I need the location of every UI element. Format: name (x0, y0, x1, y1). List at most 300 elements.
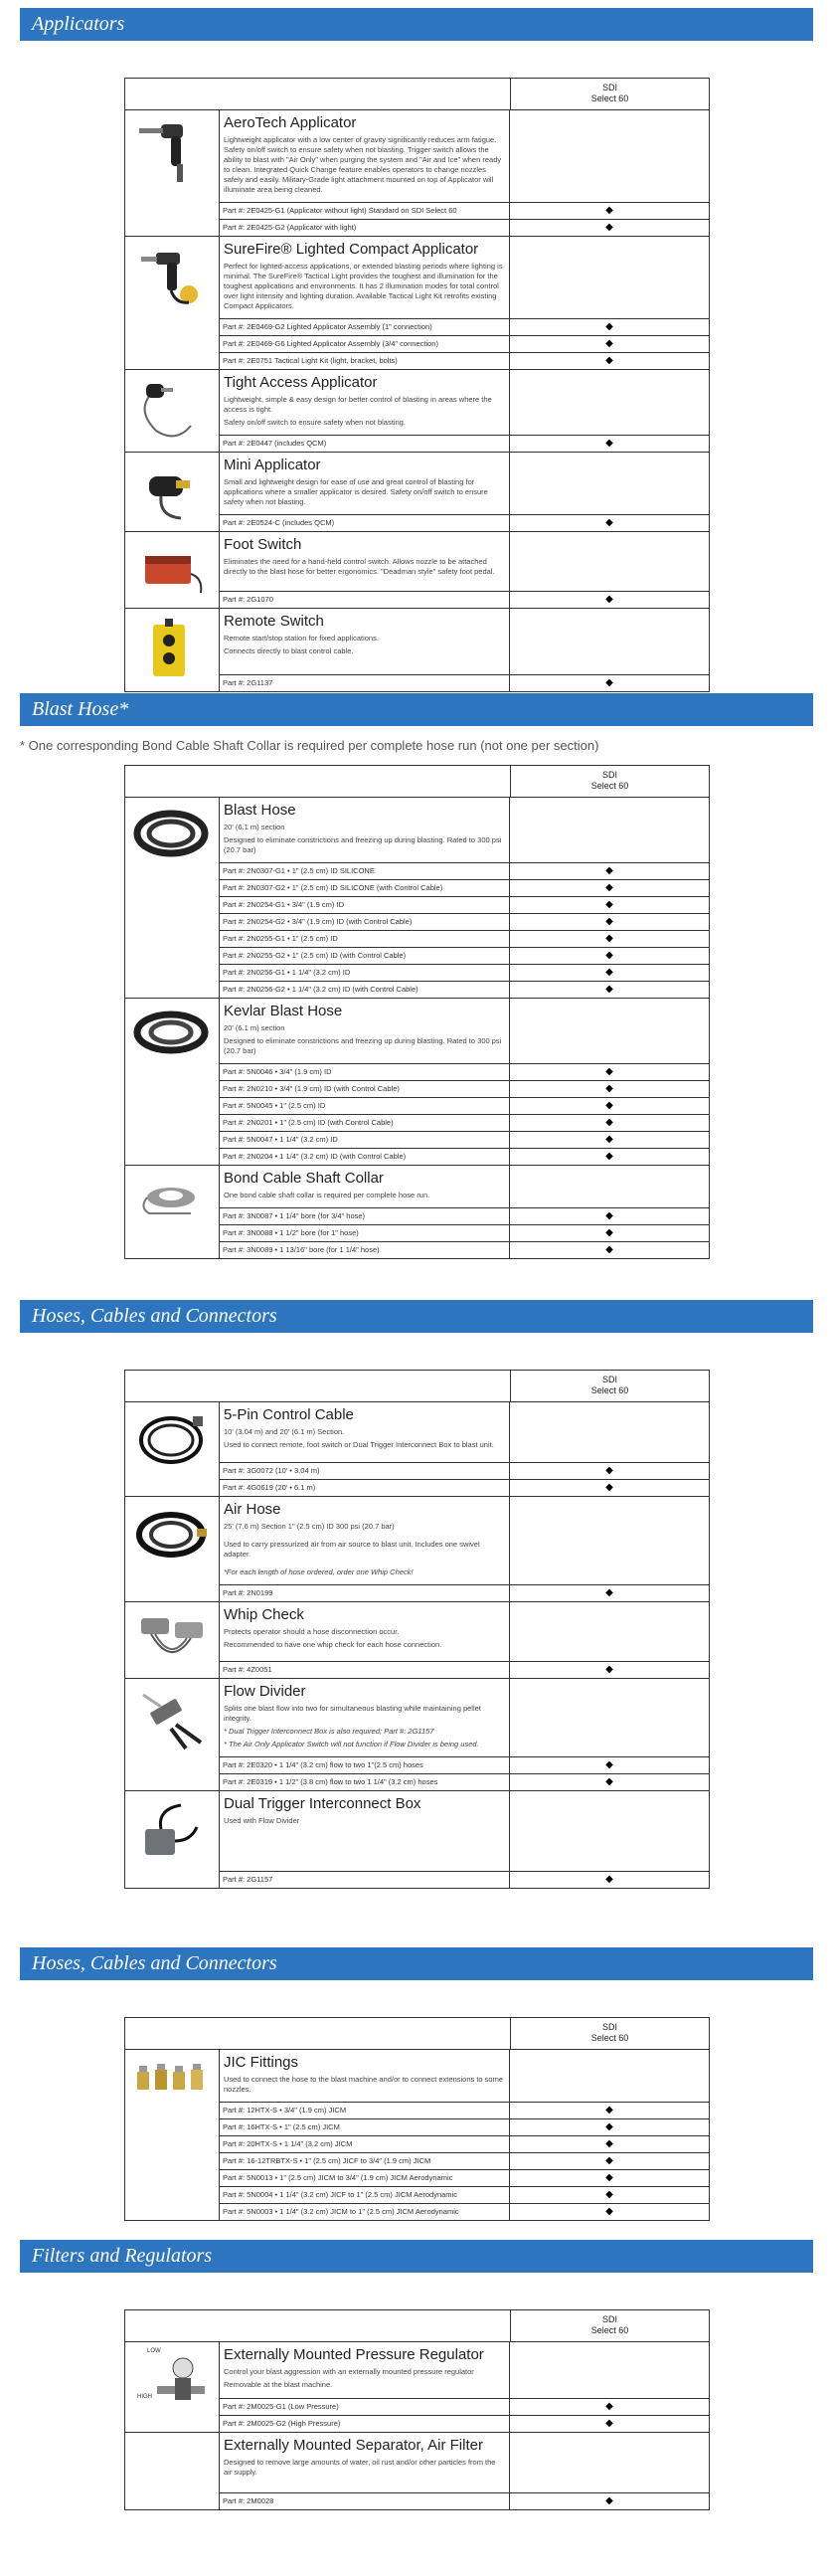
part-row (220, 2492, 709, 2509)
availability-cell (510, 999, 709, 1063)
product-row (125, 453, 709, 532)
product-body (220, 1497, 709, 1601)
description-line: Lightweight, simple & easy design for better control of blasting in areas where the access is tight. (224, 395, 492, 414)
part-row (220, 2118, 709, 2135)
part-row (220, 862, 709, 879)
availability-diamond-icon: ◆ (605, 1482, 613, 1493)
product-description (224, 2075, 505, 2095)
availability-diamond-icon: ◆ (605, 967, 613, 978)
description-line: 25' (7.6 m) Section 1" (2.5 cm) ID 300 psi (20.7 bar) (224, 1522, 395, 1531)
section-note: * One corresponding Bond Cable Shaft Collar is required per complete hose run (not one per section) (20, 738, 599, 753)
product-body (220, 532, 709, 608)
column-header-line2: Select 60 (590, 781, 629, 791)
product-row (125, 1166, 709, 1258)
availability-diamond-icon: ◆ (605, 517, 613, 528)
column-header-line1: SDI (601, 2022, 617, 2032)
availability-diamond-icon: ◆ (605, 2138, 613, 2149)
whip-check-icon (131, 1608, 213, 1678)
availability-diamond-icon: ◆ (605, 677, 613, 688)
product-text (220, 1402, 510, 1462)
part-row (220, 947, 709, 964)
description-line: Recommended to have one whip check for each hose connection. (224, 1640, 442, 1649)
availability-diamond-icon: ◆ (605, 2206, 613, 2217)
availability-diamond-icon: ◆ (605, 899, 613, 910)
product-name: Blast Hose (224, 802, 296, 819)
product-info (220, 237, 709, 318)
product-text (220, 1602, 510, 1661)
availability-diamond-icon: ◆ (605, 1587, 613, 1598)
availability-cell (510, 1166, 709, 1207)
availability-diamond-icon: ◆ (605, 933, 613, 944)
availability-diamond-icon: ◆ (605, 882, 613, 893)
product-text (220, 798, 510, 862)
section-0 (0, 8, 835, 692)
description-line: *For each length of hose ordered, order one Whip Check! (224, 1567, 414, 1576)
product-info (220, 110, 709, 202)
interconnect-box-icon (131, 1797, 213, 1867)
product-description (224, 2458, 505, 2478)
product-text (220, 453, 510, 514)
product-row (125, 2342, 709, 2433)
product-description (224, 1704, 505, 1749)
description-line: 20' (6.1 m) section (224, 1023, 285, 1032)
description-line: Designed to eliminate constrictions and freezing up during blasting. Rated to 300 psi (20.7 bar) (224, 1036, 502, 1055)
product-body (220, 1602, 709, 1678)
availability-cell (510, 2342, 709, 2398)
availability-diamond-icon: ◆ (605, 1134, 613, 1145)
part-row (220, 1479, 709, 1496)
product-table (124, 2017, 710, 2221)
part-number: Part #: 5N0047 • 1 1/4" (3.2 cm) ID (220, 1132, 510, 1148)
product-text (220, 2433, 510, 2492)
product-row (125, 370, 709, 453)
availability-diamond-icon: ◆ (605, 205, 613, 216)
availability-cell (510, 609, 709, 674)
product-image (125, 798, 220, 998)
product-table (124, 78, 710, 692)
product-text (220, 1497, 510, 1584)
product-name: Bond Cable Shaft Collar (224, 1170, 384, 1187)
part-row (220, 879, 709, 896)
product-table (124, 2309, 710, 2510)
part-number: Part #: 2N0256-G1 • 1 1/4" (3.2 cm) ID (220, 965, 510, 981)
column-header-line2: Select 60 (590, 2325, 629, 2335)
product-description (224, 1816, 505, 1826)
header-blank (125, 766, 511, 797)
product-row (125, 110, 709, 237)
availability-cell (510, 798, 709, 862)
product-description (224, 477, 505, 507)
section-4 (0, 2240, 835, 2510)
product-image (125, 609, 220, 691)
product-image (125, 237, 220, 369)
description-line: Used with Flow Divider (224, 1816, 300, 1825)
part-number: Part #: 20HTX-S • 1 1/4" (3.2 cm) JICM (220, 2136, 510, 2152)
header-blank (125, 1371, 511, 1401)
header-blank (125, 79, 511, 109)
product-row (125, 2050, 709, 2220)
availability-diamond-icon: ◆ (605, 355, 613, 366)
availability-diamond-icon: ◆ (605, 1465, 613, 1476)
availability-diamond-icon: ◆ (605, 2189, 613, 2200)
availability-cell (510, 370, 709, 435)
column-header (511, 2018, 709, 2049)
product-row (125, 1791, 709, 1888)
column-header-line1: SDI (601, 83, 617, 92)
product-image (125, 999, 220, 1165)
description-line: * The Air Only Applicator Switch will not function if Flow Divider is being used. (224, 1740, 479, 1748)
availability-diamond-icon: ◆ (605, 916, 613, 927)
product-body (220, 1679, 709, 1790)
availability-diamond-icon: ◆ (605, 2155, 613, 2166)
section-title: Hoses, Cables and Connectors (20, 1300, 813, 1333)
image-label: HIGH (137, 2394, 152, 2400)
control-cable-icon (131, 1408, 213, 1478)
product-info (220, 453, 709, 514)
part-row (220, 2415, 709, 2432)
pressure-regulator-icon (131, 2348, 213, 2418)
part-number: Part #: 2E0425-G1 (Applicator without light) Standard on SDI Select 60 (220, 203, 510, 219)
part-row (220, 674, 709, 691)
part-number: Part #: 2G1070 (220, 592, 510, 608)
product-row (125, 999, 709, 1166)
description-line: Designed to remove large amounts of water, oil rust and/or other particles from the air supply. (224, 2458, 496, 2477)
availability-cell (510, 453, 709, 514)
product-description (224, 395, 505, 428)
product-image (125, 2050, 220, 2220)
column-header-line1: SDI (601, 2314, 617, 2324)
product-description (224, 2367, 505, 2390)
header-blank (125, 2018, 511, 2049)
product-image (125, 1402, 220, 1496)
product-info (220, 370, 709, 435)
availability-cell (510, 237, 709, 318)
description-line: Splits one blast flow into two for simultaneous blasting while maintaining pellet integrity. (224, 1704, 481, 1723)
part-number: Part #: 2N0201 • 1" (2.5 cm) ID (with Control Cable) (220, 1115, 510, 1131)
part-row (220, 896, 709, 913)
availability-cell (510, 110, 709, 202)
product-info (220, 1791, 709, 1871)
availability-diamond-icon: ◆ (605, 1874, 613, 1885)
part-row (220, 219, 709, 236)
product-image (125, 1602, 220, 1678)
part-row (220, 1241, 709, 1258)
product-info (220, 798, 709, 862)
product-text (220, 110, 510, 202)
part-row (220, 2398, 709, 2415)
description-line: Safety on/off switch to ensure safety when not blasting. (224, 418, 406, 427)
product-description (224, 1627, 505, 1650)
column-header-line2: Select 60 (590, 2033, 629, 2043)
table-header (125, 766, 709, 798)
part-row (220, 1207, 709, 1224)
availability-diamond-icon: ◆ (605, 1759, 613, 1770)
part-number: Part #: 2E0751 Tactical Light Kit (light, bracket, bolts) (220, 353, 510, 369)
part-number: Part #: 2G1157 (220, 1872, 510, 1888)
part-row (220, 1661, 709, 1678)
part-row (220, 2169, 709, 2186)
product-body (220, 999, 709, 1165)
product-row (125, 1679, 709, 1791)
availability-diamond-icon: ◆ (605, 1227, 613, 1238)
availability-diamond-icon: ◆ (605, 1210, 613, 1221)
part-number: Part #: 3G0072 (10' • 3.04 m) (220, 1463, 510, 1479)
product-name: SureFire® Lighted Compact Applicator (224, 241, 479, 258)
product-body (220, 609, 709, 691)
product-table (124, 765, 710, 1259)
section-title: Filters and Regulators (20, 2240, 813, 2273)
availability-diamond-icon: ◆ (605, 1776, 613, 1787)
part-number: Part #: 5N0045 • 1" (2.5 cm) ID (220, 1098, 510, 1114)
part-number: Part #: 2E0425-G2 (Applicator with light) (220, 220, 510, 236)
description-line: Control your blast aggression with an externally mounted pressure regulator (224, 2367, 474, 2376)
part-number: Part #: 2E0469-G6 Lighted Applicator Assembly (3/4" connection) (220, 336, 510, 352)
part-row (220, 930, 709, 947)
part-number: Part #: 3N0089 • 1 13/16" bore (for 1 1/4" hose) (220, 1242, 510, 1258)
description-line: Protects operator should a hose disconnection occur. (224, 1627, 400, 1636)
availability-diamond-icon: ◆ (605, 865, 613, 876)
part-number: Part #: 2N0255-G2 • 1" (2.5 cm) ID (with Control Cable) (220, 948, 510, 964)
part-number: Part #: 2N0254-G1 • 3/4" (1.9 cm) ID (220, 897, 510, 913)
product-info (220, 2050, 709, 2102)
description-line: Lightweight applicator with a low center of gravity significantly reduces arm fatigue. Safety on/off switch to ensure safety when not blasting. Trigger switch allows the ability to blast with "Air Only" when purging the system and "Air and Ice" when ready to clean. Integrated Quick Change feature enables operators to change nozzles safely and easily. Military-Grade light attachment mounted on top of Applicator will illuminate area being cleaned. (224, 135, 502, 194)
product-image (125, 1497, 220, 1601)
part-row (220, 2186, 709, 2203)
availability-diamond-icon: ◆ (605, 1151, 613, 1162)
product-name: Tight Access Applicator (224, 374, 378, 391)
section-3 (0, 1947, 835, 2221)
product-image (125, 453, 220, 531)
product-body (220, 237, 709, 369)
header-blank (125, 2310, 511, 2341)
description-line: Used to connect remote, foot switch or Dual Trigger Interconnect Box to blast unit. (224, 1440, 494, 1449)
shaft-collar-icon (131, 1172, 213, 1241)
product-image (125, 2342, 220, 2432)
product-body (220, 453, 709, 531)
availability-diamond-icon: ◆ (605, 2105, 613, 2116)
product-body (220, 2342, 709, 2432)
table-header (125, 79, 709, 110)
product-body (220, 370, 709, 452)
availability-diamond-icon: ◆ (605, 321, 613, 332)
product-description (224, 135, 505, 195)
product-info (220, 609, 709, 674)
part-row (220, 1462, 709, 1479)
part-number: Part #: 16HTX-S • 1" (2.5 cm) JICM (220, 2119, 510, 2135)
product-name: Whip Check (224, 1606, 304, 1623)
part-row (220, 1131, 709, 1148)
part-row (220, 435, 709, 452)
part-number: Part #: 2N0210 • 3/4" (1.9 cm) ID (with Control Cable) (220, 1081, 510, 1097)
part-number: Part #: 3N0088 • 1 1/2" bore (for 1" hose) (220, 1225, 510, 1241)
availability-cell (510, 1497, 709, 1584)
product-info (220, 1497, 709, 1584)
product-info (220, 2342, 709, 2398)
availability-cell (510, 1791, 709, 1871)
part-number: Part #: 5N0003 • 1 1/4" (3.2 cm) JICM to 1" (2.5 cm) JICM Aerodynamic (220, 2204, 510, 2220)
availability-diamond-icon: ◆ (605, 1066, 613, 1077)
table-header (125, 2310, 709, 2342)
air-hose-icon (131, 1503, 213, 1572)
part-number: Part #: 2E0469-G2 Lighted Applicator Assembly (1" connection) (220, 319, 510, 335)
availability-diamond-icon: ◆ (605, 594, 613, 605)
product-image (125, 110, 220, 236)
product-name: Dual Trigger Interconnect Box (224, 1795, 421, 1812)
section-1 (0, 693, 835, 1259)
product-text (220, 1791, 510, 1871)
availability-diamond-icon: ◆ (605, 222, 613, 233)
product-text (220, 1166, 510, 1207)
table-header (125, 2018, 709, 2050)
product-info (220, 1402, 709, 1462)
part-number: Part #: 2M0025-G1 (Low Pressure) (220, 2399, 510, 2415)
availability-diamond-icon: ◆ (605, 1117, 613, 1128)
product-name: Air Hose (224, 1501, 281, 1518)
description-line: Perfect for lighted-access applications, or extended blasting periods where lighting is minimal. The SureFire® Tactical Light provides the toughest and illumination for the toughest applications and environments. It has 2 illumination modes for total control over light intensity and lighting duration. Available Tactical Light Kit retrofits existing Compact Applicators. (224, 262, 503, 310)
part-number: Part #: 3N0087 • 1 1/4" bore (for 3/4" hose) (220, 1208, 510, 1224)
part-row (220, 1773, 709, 1790)
part-row (220, 1063, 709, 1080)
product-row (125, 1402, 709, 1497)
product-text (220, 609, 510, 674)
part-row (220, 514, 709, 531)
product-text (220, 532, 510, 591)
column-header (511, 1371, 709, 1401)
availability-diamond-icon: ◆ (605, 1100, 613, 1111)
part-number: Part #: 2N0199 (220, 1585, 510, 1601)
description-line: Small and lightweight design for ease of use and great control of blasting for applications where a smaller applicator is desired. Safety on/off switch to ensure safety when not blasting. (224, 477, 488, 506)
part-number: Part #: 2N0256-G2 • 1 1/4" (3.2 cm) ID (with Control Cable) (220, 982, 510, 998)
applicator-gun-icon (131, 116, 213, 186)
part-row (220, 1080, 709, 1097)
product-image (125, 370, 220, 452)
product-row (125, 1497, 709, 1602)
air-filter-icon (131, 2439, 213, 2508)
product-image (125, 1166, 220, 1258)
product-image (125, 2433, 220, 2509)
product-name: Remote Switch (224, 613, 324, 630)
product-name: Externally Mounted Pressure Regulator (224, 2346, 484, 2363)
product-description (224, 634, 505, 656)
kevlar-hose-icon (131, 1005, 213, 1074)
description-line: 10' (3.04 m) and 20' (6.1 m) Section. (224, 1427, 345, 1436)
part-row (220, 1148, 709, 1165)
availability-cell (510, 1679, 709, 1756)
description-line: Designed to eliminate constrictions and freezing up during blasting. Rated to 300 psi (20.7 bar) (224, 835, 502, 854)
product-text (220, 2050, 510, 2102)
product-description (224, 823, 505, 855)
part-number: Part #: 5N0004 • 1 1/4" (3.2 cm) JICF to 1" (2.5 cm) JICM Aerodynamic (220, 2187, 510, 2203)
product-description (224, 1023, 505, 1056)
part-row (220, 1224, 709, 1241)
column-header-line1: SDI (601, 770, 617, 780)
image-label: LOW (147, 2348, 161, 2354)
lighted-applicator-icon (131, 243, 213, 312)
product-name: AeroTech Applicator (224, 114, 357, 131)
product-name: Externally Mounted Separator, Air Filter (224, 2437, 483, 2454)
description-line: Eliminates the need for a hand-held control switch. Allows nozzle to be attached directly to the blast hose for better ergonomics. "Deadman style" safety foot pedal. (224, 557, 495, 576)
product-row (125, 2433, 709, 2509)
product-name: Foot Switch (224, 536, 302, 553)
part-row (220, 2152, 709, 2169)
part-row (220, 318, 709, 335)
part-row (220, 1871, 709, 1888)
part-row (220, 352, 709, 369)
part-row (220, 2203, 709, 2220)
product-row (125, 532, 709, 609)
part-row (220, 913, 709, 930)
part-number: Part #: 4Z0051 (220, 1662, 510, 1678)
foot-switch-icon (131, 538, 213, 608)
part-number: Part #: 2N0255-G1 • 1" (2.5 cm) ID (220, 931, 510, 947)
part-number: Part #: 2E0524-C (includes QCM) (220, 515, 510, 531)
product-body (220, 1402, 709, 1496)
product-info (220, 532, 709, 591)
availability-diamond-icon: ◆ (605, 950, 613, 961)
description-line: 20' (6.1 m) section (224, 823, 285, 831)
availability-cell (510, 1602, 709, 1661)
column-header-line2: Select 60 (590, 1385, 629, 1395)
availability-diamond-icon: ◆ (605, 2495, 613, 2506)
product-name: Flow Divider (224, 1683, 306, 1700)
product-text (220, 237, 510, 318)
table-header (125, 1371, 709, 1402)
product-body (220, 1791, 709, 1888)
part-number: Part #: 2E0320 • 1 1/4" (3.2 cm) flow to two 1"(2.5 cm) hoses (220, 1757, 510, 1773)
part-number: Part #: 2M0028 (220, 2493, 510, 2509)
availability-diamond-icon: ◆ (605, 1244, 613, 1255)
availability-cell (510, 1402, 709, 1462)
product-image (125, 1791, 220, 1888)
column-header-line1: SDI (601, 1375, 617, 1384)
product-row (125, 237, 709, 370)
product-description (224, 1427, 505, 1450)
part-number: Part #: 5N0046 • 3/4" (1.9 cm) ID (220, 1064, 510, 1080)
section-2 (0, 1300, 835, 1889)
product-name: 5-Pin Control Cable (224, 1406, 354, 1423)
part-number: Part #: 12HTX-S • 3/4" (1.9 cm) JICM (220, 2103, 510, 2118)
description-line: Remote start/stop station for fixed applications. (224, 634, 379, 643)
product-text (220, 1679, 510, 1756)
product-info (220, 1602, 709, 1661)
availability-diamond-icon: ◆ (605, 338, 613, 349)
column-header (511, 79, 709, 109)
availability-diamond-icon: ◆ (605, 1083, 613, 1094)
product-name: JIC Fittings (224, 2054, 299, 2071)
part-row (220, 1584, 709, 1601)
column-header (511, 2310, 709, 2341)
description-line: Removable at the blast machine. (224, 2380, 333, 2389)
description-line: * Dual Trigger Interconnect Box is also required; Part #: 2G1157 (224, 1727, 434, 1736)
product-name: Kevlar Blast Hose (224, 1003, 343, 1019)
part-row (220, 591, 709, 608)
part-number: Part #: 2E0319 • 1 1/2" (3.8 cm) flow to two 1 1/4" (3.2 cm) hoses (220, 1774, 510, 1790)
product-info (220, 1679, 709, 1756)
product-body (220, 1166, 709, 1258)
part-number: Part #: 2N0254-G2 • 3/4" (1.9 cm) ID (with Control Cable) (220, 914, 510, 930)
jic-fittings-icon (131, 2056, 213, 2125)
part-number: Part #: 2N0307-G2 • 1" (2.5 cm) ID SILICONE (with Control Cable) (220, 880, 510, 896)
part-row (220, 202, 709, 219)
description-line: Used to connect the hose to the blast machine and/or to connect extensions to some nozzles. (224, 2075, 504, 2094)
product-body (220, 2050, 709, 2220)
product-description (224, 262, 505, 311)
part-number: Part #: 2N0204 • 1 1/4" (3.2 cm) ID (with Control Cable) (220, 1149, 510, 1165)
product-text (220, 2342, 510, 2398)
part-row (220, 981, 709, 998)
product-body (220, 2433, 709, 2509)
part-number: Part #: 2G1137 (220, 675, 510, 691)
